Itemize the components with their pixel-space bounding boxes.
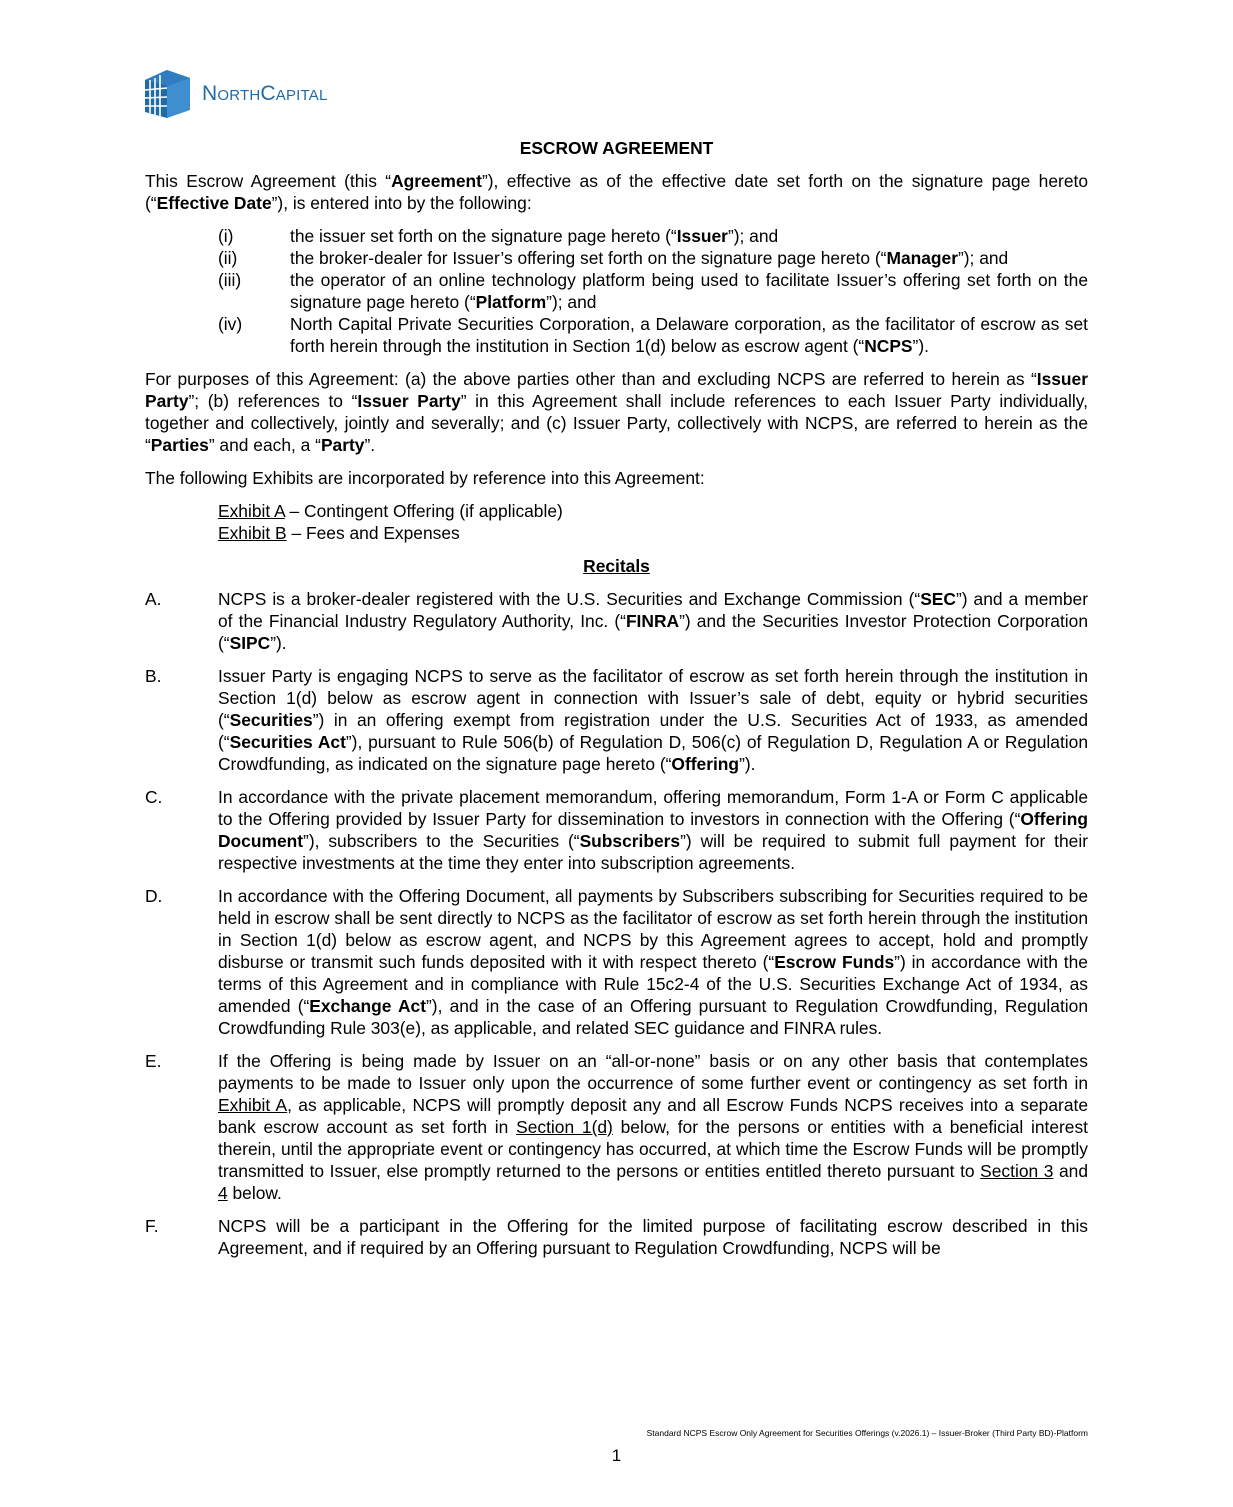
recital-item (145, 885, 1088, 1039)
exhibit-description: – Contingent Offering (if applicable) (284, 501, 563, 521)
party-text (290, 313, 1088, 357)
recital-item (145, 665, 1088, 775)
party-item (145, 313, 1088, 357)
recital-letter: D. (145, 886, 163, 906)
recital-item (145, 1215, 1088, 1259)
defined-term: Effective Date (156, 193, 272, 213)
defined-term: SEC (920, 589, 956, 609)
exhibit-label: Exhibit B (218, 523, 287, 543)
party-number: (iii) (218, 270, 242, 290)
exhibit-description: – Fees and Expenses (286, 523, 460, 543)
text-run: ”), pursuant to Rule 506(b) of Regulation D, 506(c) of Regulation D, Regulation A or Regulation Crowdfunding, as indicated on the signature page hereto (“ (218, 732, 1088, 774)
defined-term: Offering Document (218, 809, 1088, 851)
party-text (290, 247, 1088, 269)
text-run: ”); and (546, 292, 597, 312)
party-text (290, 269, 1088, 313)
recital-text (218, 588, 1088, 654)
cross-reference: Section 3 (980, 1161, 1054, 1181)
text-run: ”). (270, 633, 287, 653)
text-run: ”). (912, 336, 929, 356)
defined-term: Securities Act (229, 732, 346, 752)
recital-letter: C. (145, 787, 163, 807)
defined-term: Party (320, 435, 365, 455)
text-run: North Capital Private Securities Corporation, a Delaware corporation, as the facilitator of escrow as set forth herein through the institution in Section 1(d) below as escrow agent (“ (290, 314, 1088, 356)
text-run: below, for the persons or entities with a beneficial interest therein, until the appropriate event or contingency has occurred, at which time the Escrow Funds will be promptly transmitted to Issuer, else promptly returned to the persons or entities entitled thereto pursuant to (218, 1117, 1088, 1181)
defined-term: Subscribers (579, 831, 681, 851)
text-run: If the Offering is being made by Issuer on an “all-or-none” basis or on any other basis that contemplates payments to be made to Issuer only upon the occurrence of some further event or contingency as set forth in (218, 1051, 1088, 1093)
recital-item (145, 786, 1088, 874)
cross-reference: Section 1(d) (516, 1117, 613, 1137)
logo (142, 66, 328, 122)
text-run: ”), effective as of the effective date set forth on the signature page hereto (“ (145, 171, 1088, 213)
party-number: (iv) (218, 314, 243, 334)
text-run: ”) and a member of the Financial Industry Regulatory Authority, Inc. (“ (218, 589, 1088, 631)
exhibit-label: Exhibit A (218, 501, 285, 521)
cross-reference: 4 (218, 1183, 228, 1203)
text-run: Issuer Party is engaging NCPS to serve as the facilitator of escrow as set forth herein through the institution in Section 1(d) below as escrow agent in connection with Issuer’s sale of debt, equity or hybrid securities (“ (218, 666, 1088, 730)
text-run: the broker-dealer for Issuer’s offering set forth on the signature page hereto (“ (290, 248, 887, 268)
logo-text: NorthCapital (202, 82, 328, 105)
text-run: ”); and (957, 248, 1009, 268)
defined-term: Issuer Party (145, 369, 1088, 411)
defined-term: Platform (475, 292, 547, 312)
defined-term: Manager (886, 248, 958, 268)
cross-reference: Exhibit A (218, 1095, 288, 1115)
text-run: ”), and in the case of an Offering pursuant to Regulation Crowdfunding, Regulation Crowdfunding Rule 303(e), as applicable, and related SEC guidance and FINRA rules. (218, 996, 1088, 1038)
text-run: This Escrow Agreement (this “ (145, 171, 392, 191)
defined-term: Offering (671, 754, 740, 774)
party-item (145, 225, 1088, 247)
text-run: ”), is entered into by the following: (271, 193, 532, 213)
recital-text (218, 1050, 1088, 1204)
exhibit-item (218, 500, 1088, 522)
text-run: ”); and (727, 226, 779, 246)
document-body (145, 137, 1088, 1270)
text-run: ” and each, a “ (208, 435, 321, 455)
text-run: ”), subscribers to the Securities (“ (303, 831, 580, 851)
text-run: ”). (739, 754, 756, 774)
party-item (145, 247, 1088, 269)
text-run: In accordance with the Offering Document, all payments by Subscribers subscribing for Securities required to be held in escrow shall be sent directly to NCPS as the facilitator of escrow as set forth herein through the institution in Section 1(d) below as escrow agent, and NCPS by this Agreement agrees to accept, hold and promptly disburse or transmit such funds deposited with it with respect thereto (“ (218, 886, 1088, 972)
text-run: below. (227, 1183, 282, 1203)
party-list (145, 225, 1088, 357)
text-run: NCPS will be a participant in the Offering for the limited purpose of facilitating escrow described in this Agreement, and if required by an Offering pursuant to Regulation Crowdfunding, NCPS will be (218, 1216, 1088, 1258)
text-run: ”; (b) references to “ (188, 391, 358, 411)
defined-term: Exchange Act (309, 996, 426, 1016)
exhibits-intro: The following Exhibits are incorporated by reference into this Agreement: (145, 468, 705, 488)
defined-term: SIPC (229, 633, 271, 653)
defined-term: Escrow Funds (774, 952, 895, 972)
party-item (145, 269, 1088, 313)
text-run: ” in this Agreement shall include references to each Issuer Party individually, together and collectively, jointly and severally; and (c) Issuer Party, collectively with NCPS, are referred to herein as the “ (145, 391, 1088, 455)
recital-text (218, 885, 1088, 1039)
text-run: ”) will be required to submit full payment for their respective investments at the time they enter into subscription agreements. (218, 831, 1088, 873)
page-title: ESCROW AGREEMENT (519, 138, 714, 158)
text-run: , as applicable, NCPS will promptly deposit any and all Escrow Funds NCPS receives into a separate bank escrow account as set forth in (218, 1095, 1088, 1137)
defined-term: Issuer Party (357, 391, 461, 411)
defined-term: FINRA (625, 611, 680, 631)
text-run: ”) in an offering exempt from registration under the U.S. Securities Act of 1933, as amended (“ (218, 710, 1088, 752)
text-run: the issuer set forth on the signature page hereto (“ (290, 226, 677, 246)
recital-text (218, 1215, 1088, 1259)
exhibit-item (218, 522, 1088, 544)
defined-term: Agreement (391, 171, 482, 191)
recital-item (145, 588, 1088, 654)
recital-text (218, 665, 1088, 775)
defined-term: NCPS (864, 336, 913, 356)
exhibit-list (145, 500, 1088, 544)
recital-text (218, 786, 1088, 874)
page-number: 1 (611, 1446, 622, 1465)
text-run: In accordance with the private placement memorandum, offering memorandum, Form 1-A or Form C applicable to the Offering provided by Issuer Party for dissemination to investors in connection with the Offering (“ (218, 787, 1088, 829)
building-cube-icon (142, 66, 192, 122)
recital-letter: B. (145, 666, 162, 686)
recital-list (145, 588, 1088, 1259)
text-run: For purposes of this Agreement: (a) the above parties other than and excluding NCPS are referred to herein as “ (145, 369, 1037, 389)
recital-letter: E. (145, 1051, 162, 1071)
text-run: the operator of an online technology platform being used to facilitate Issuer’s offering set forth on the signature page hereto (“ (290, 270, 1088, 312)
text-run: and (1053, 1161, 1088, 1181)
text-run: NCPS is a broker-dealer registered with the U.S. Securities and Exchange Commission (“ (218, 589, 921, 609)
recital-letter: A. (145, 589, 162, 609)
recitals-heading: Recitals (583, 556, 650, 576)
text-run: ”) and the Securities Investor Protection Corporation (“ (218, 611, 1088, 653)
recital-item (145, 1050, 1088, 1204)
defined-term: Securities (229, 710, 313, 730)
text-run: ”. (364, 435, 376, 455)
footer-text: Standard NCPS Escrow Only Agreement for Securities Offerings (v.2026.1) – Issuer-Broker (Third Party BD)-Platform (646, 1428, 1088, 1438)
intro-paragraph (145, 170, 1088, 214)
defined-term: Issuer (676, 226, 728, 246)
defined-term: Parties (150, 435, 209, 455)
text-run: ”) in accordance with the terms of this Agreement and in compliance with Rule 15c2-4 of the U.S. Securities Exchange Act of 1934, as amended (“ (218, 952, 1088, 1016)
purposes-paragraph (145, 368, 1088, 456)
party-number: (i) (218, 226, 234, 246)
recital-letter: F. (145, 1216, 159, 1236)
party-number: (ii) (218, 248, 238, 268)
party-text (290, 225, 1088, 247)
